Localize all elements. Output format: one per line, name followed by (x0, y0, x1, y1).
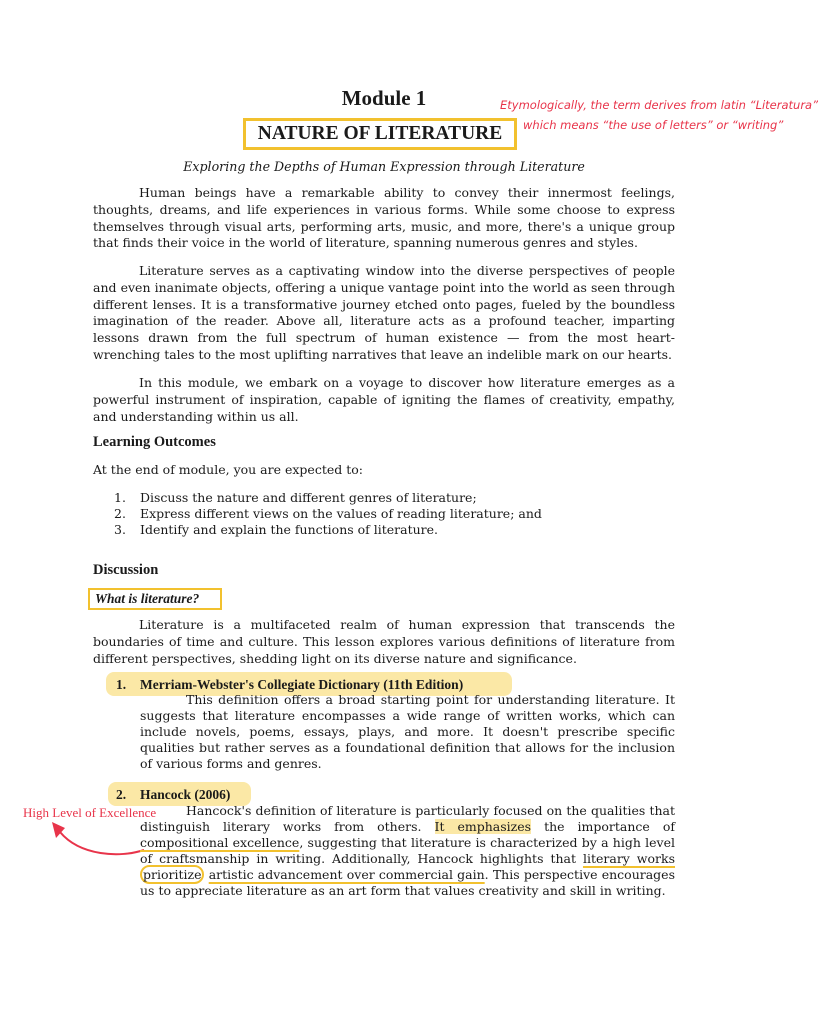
section-number: 2. (116, 787, 127, 802)
circled-word: prioritize (140, 865, 204, 884)
outcome-number: 2. (114, 506, 126, 521)
highlighted-phrase: It emphasizes (434, 819, 532, 834)
outcome-item (114, 506, 542, 521)
section-number: 1. (116, 677, 127, 692)
outcome-number: 3. (114, 522, 126, 537)
intro-paragraph-1: Human beings have a remarkable ability to convey their innermost feelings, thoughts, dreams, and life experiences in various forms. While some choose to express themselves through visual arts, performing arts, music, and more, there's a unique group that finds their voice in the world of literature, spanning numerous genres and styles. (93, 185, 675, 251)
section-heading-hancock (116, 787, 230, 803)
outcome-text: Express different views on the values of reading literature; and (140, 506, 542, 521)
underlined-phrase: compositional excellence (140, 835, 300, 850)
hancock-paragraph (140, 803, 675, 899)
section-title: Hancock (2006) (140, 787, 231, 802)
section-title: Merriam-Webster's Collegiate Dictionary (11th Edition) (140, 677, 464, 692)
learning-outcomes-heading: Learning Outcomes (93, 434, 216, 450)
underlined-phrase: artistic advancement over commercial gain (208, 867, 485, 882)
etymology-note-line-1: Etymologically, the term derives from latin “Literatura” (500, 98, 818, 112)
hancock-text: , suggesting that literature is characterized by a high level of craftsmanship in writing. Additionally, Hancock highlights that (140, 835, 675, 866)
merriam-webster-paragraph: This definition offers a broad starting point for understanding literature. It suggests that literature encompasses a wide range of written works, which can include novels, poems, essays, plays, and more. It doesn't prescribe specific qualities but rather serves as a foundational definition that allows for the inclusion of various forms and genres. (140, 692, 675, 771)
outcome-item (114, 522, 438, 537)
hancock-text: the importance of (531, 819, 675, 834)
etymology-note-line-2: which means “the use of letters” or “writing” (523, 118, 784, 132)
intro-paragraph-3: In this module, we embark on a voyage to discover how literature emerges as a powerful instrument of inspiration, capable of igniting the flames of creativity, empathy, and understanding within us all. (93, 375, 675, 424)
section-heading-merriam-webster (116, 677, 463, 693)
what-is-literature-heading: What is literature? (88, 588, 222, 610)
outcome-item (114, 490, 477, 505)
page-title: NATURE OF LITERATURE (243, 118, 517, 150)
intro-paragraph-2: Literature serves as a captivating window into the diverse perspectives of people and even inanimate objects, offering a unique vantage point into the world as seen through different lenses. It is a transformative journey etched onto pages, fueled by the boundless imagination of the reader. Above all, literature acts as a profound teacher, imparting lessons drawn from the full spectrum of human existence — from the most heart-wrenching tales to the most uplifting narratives that leave an indelible mark on our hearts. (93, 263, 675, 362)
outcome-text: Discuss the nature and different genres of literature; (140, 490, 477, 505)
subtitle: Exploring the Depths of Human Expression through Literature (183, 159, 585, 174)
hancock-text: . This perspective encourages us to appreciate literature as an art form that values creativity and skill in writing. (140, 867, 675, 898)
hancock-text: Hancock's definition of literature is particularly focused on the qualities that distinguish literary works from others. (140, 803, 675, 834)
module-label: Module 1 (341, 86, 427, 110)
curved-arrow-icon (40, 812, 150, 862)
discussion-intro-paragraph: Literature is a multifaceted realm of human expression that transcends the boundaries of time and culture. This lesson explores various definitions of literature from different perspectives, shedding light on its diverse nature and significance. (93, 617, 675, 666)
outcome-number: 1. (114, 490, 126, 505)
high-level-excellence-note: High Level of Excellence (23, 805, 157, 820)
underlined-phrase: literary works (582, 851, 675, 866)
outcome-text: Identify and explain the functions of literature. (140, 522, 439, 537)
learning-outcomes-intro: At the end of module, you are expected to: (93, 462, 363, 477)
discussion-heading: Discussion (93, 562, 159, 578)
